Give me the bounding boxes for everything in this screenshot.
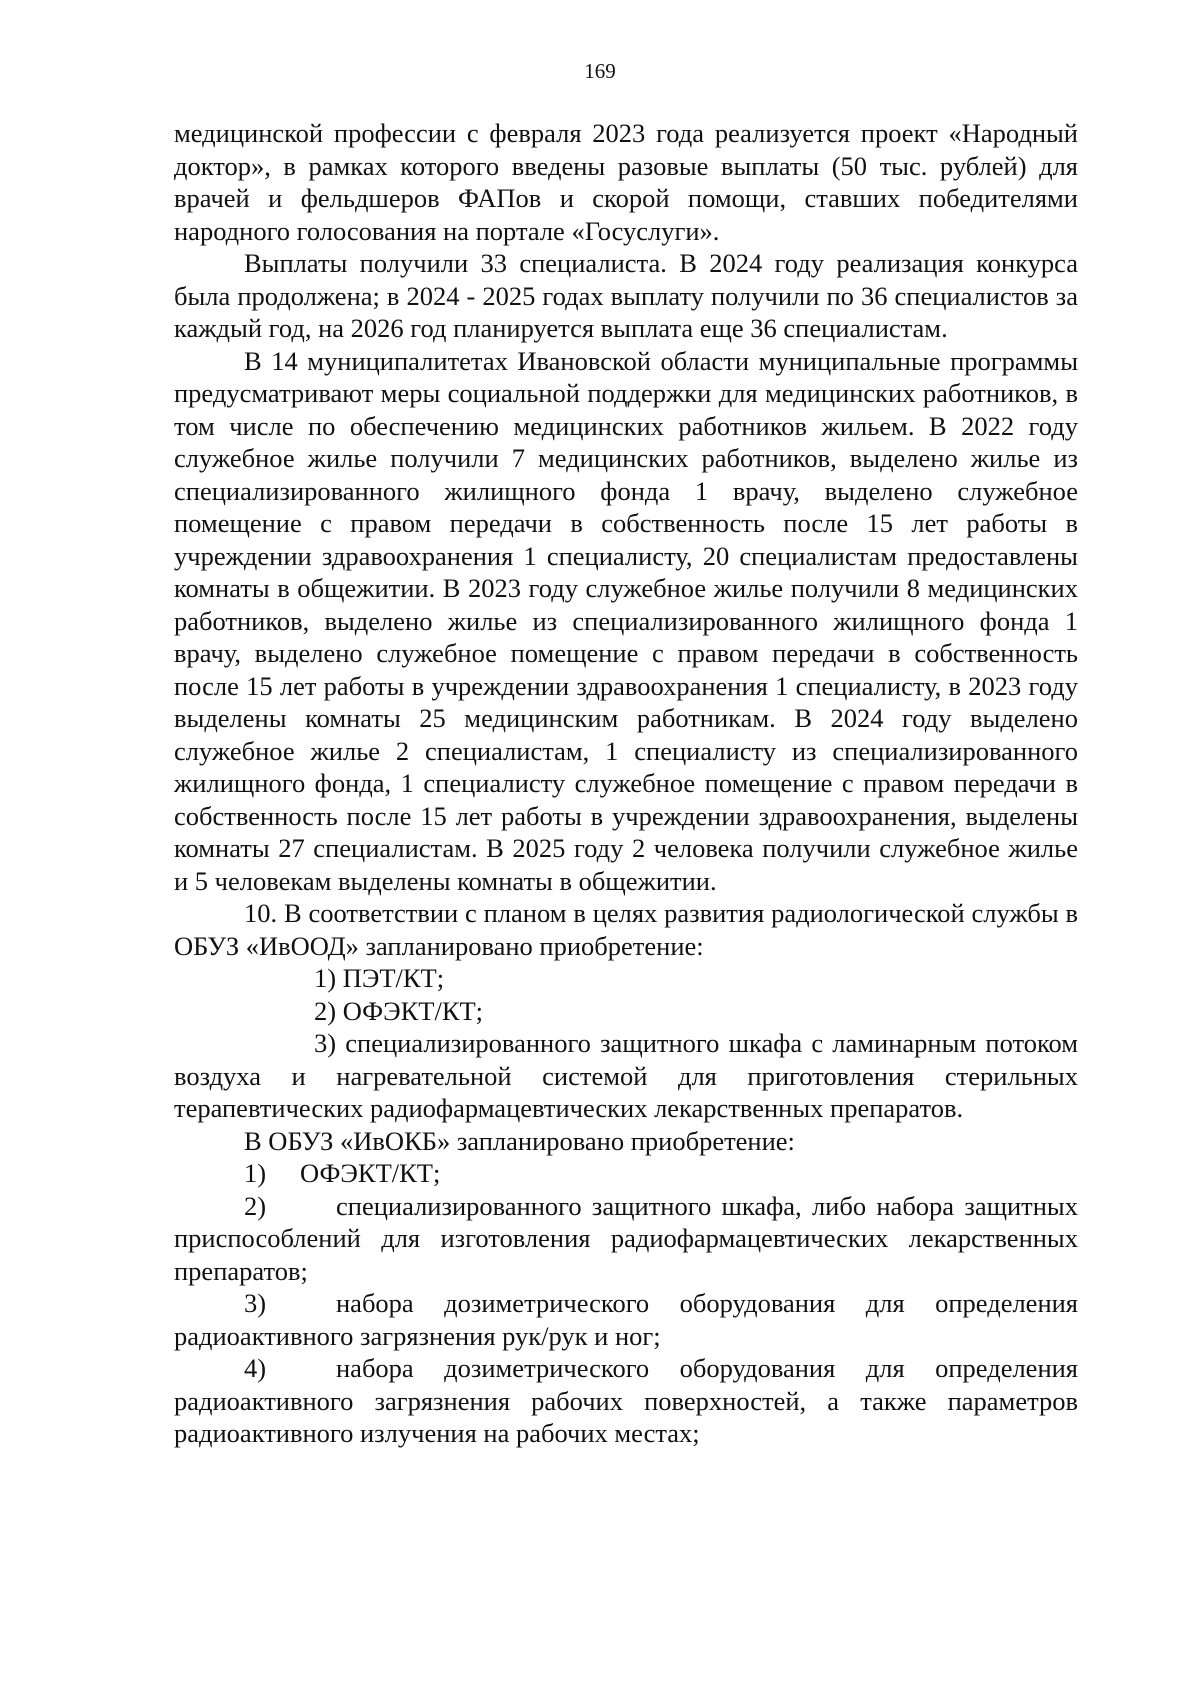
page-number: 169 bbox=[584, 59, 616, 83]
list-item bbox=[174, 1190, 1078, 1288]
list-item-number: 3) bbox=[314, 1028, 337, 1058]
list-item-text: специализированного защитного шкафа с ламинарным потоком воздуха и нагревательной системой для приготовления стерильных терапевтических радиофармацевтических лекарственных препаратов. bbox=[174, 1028, 1078, 1123]
list-item-text: ПЭТ/КТ; bbox=[342, 963, 445, 993]
list-item bbox=[174, 1027, 1078, 1125]
paragraph-radiology-plan: 10. В соответствии с планом в целях развития радиологической службы в ОБУЗ «ИвООД» запланировано приобретение: bbox=[174, 898, 1078, 961]
list-item-text: специализированного защитного шкафа, либо набора защитных приспособлений для изготовления радиофармацевтических лекарственных препаратов; bbox=[174, 1190, 1078, 1286]
list-item bbox=[174, 1352, 1078, 1450]
list-item bbox=[174, 962, 1078, 995]
list-item-number: 2) bbox=[244, 1190, 267, 1221]
list-item bbox=[174, 1287, 1078, 1352]
list-item bbox=[174, 1157, 1078, 1190]
list-item-number: 2) bbox=[314, 995, 337, 1026]
paragraph-payments: Выплаты получили 33 специалиста. В 2024 году реализация конкурса была продолжена; в 2024 - 2025 годах выплату получили по 36 специалистов за каждый год, на 2026 год планируется выплата еще 36 специалистам. bbox=[174, 248, 1078, 343]
paragraph-ivokb-plan: В ОБУЗ «ИвОКБ» запланировано приобретение: bbox=[244, 1125, 795, 1156]
list-item-number: 3) bbox=[244, 1288, 267, 1318]
list-item-text: ОФЭКТ/КТ; bbox=[342, 995, 484, 1026]
list-item bbox=[174, 995, 1078, 1028]
paragraph-housing: В 14 муниципалитетах Ивановской области муниципальные программы предусматривают меры социальной поддержки для медицинских работников, в том числе по обеспечению медицинских работников жильем. В 2022 году служебное жилье получили 7 медицинских работников, выделено жилье из специализированного жилищного фонда 1 врачу, выделено служебное помещение с правом передачи в собственность после 15 лет работы в учреждении здравоохранения 1 специалисту, 20 специалистам предоставлены комнаты в общежитии. В 2023 году служебное жилье получили 8 медицинских работников, выделено жилье из специализированного жилищного фонда 1 врачу, выделено служебное помещение с правом передачи в собственность после 15 лет работы в учреждении здравоохранения 1 специалисту, в 2023 году выделены комнаты 25 медицинским работникам. В 2024 году выделено служебное жилье 2 специалистам, 1 специалисту из специализированного жилищного фонда, 1 специалисту служебное помещение с правом передачи в собственность после 15 лет работы в учреждении здравоохранения, выделены комнаты 27 специалистам. В 2025 году 2 человека получили служебное жилье и 5 человекам выделены комнаты в общежитии. bbox=[174, 345, 1078, 896]
list-item-text: ОФЭКТ/КТ; bbox=[300, 1158, 441, 1188]
page-content bbox=[174, 117, 1078, 1450]
list-item-text: набора дозиметрического оборудования для определения радиоактивного загрязнения рук/рук и ног; bbox=[174, 1288, 1078, 1351]
paragraph-narodny-doktor: медицинской профессии с февраля 2023 года реализуется проект «Народный доктор», в рамках которого введены разовые выплаты (50 тыс. рублей) для врачей и фельдшеров ФАПов и скорой помощи, ставших победителями народного голосования на портале «Госуслуги». bbox=[174, 118, 1078, 246]
list-item-number: 1) bbox=[244, 1158, 267, 1188]
list-item-text: набора дозиметрического оборудования для определения радиоактивного загрязнения рабочих поверхностей, а также параметров радиоактивного излучения на рабочих местах; bbox=[174, 1353, 1078, 1448]
list-item-number: 1) bbox=[314, 963, 337, 993]
list-item-number: 4) bbox=[244, 1353, 267, 1383]
